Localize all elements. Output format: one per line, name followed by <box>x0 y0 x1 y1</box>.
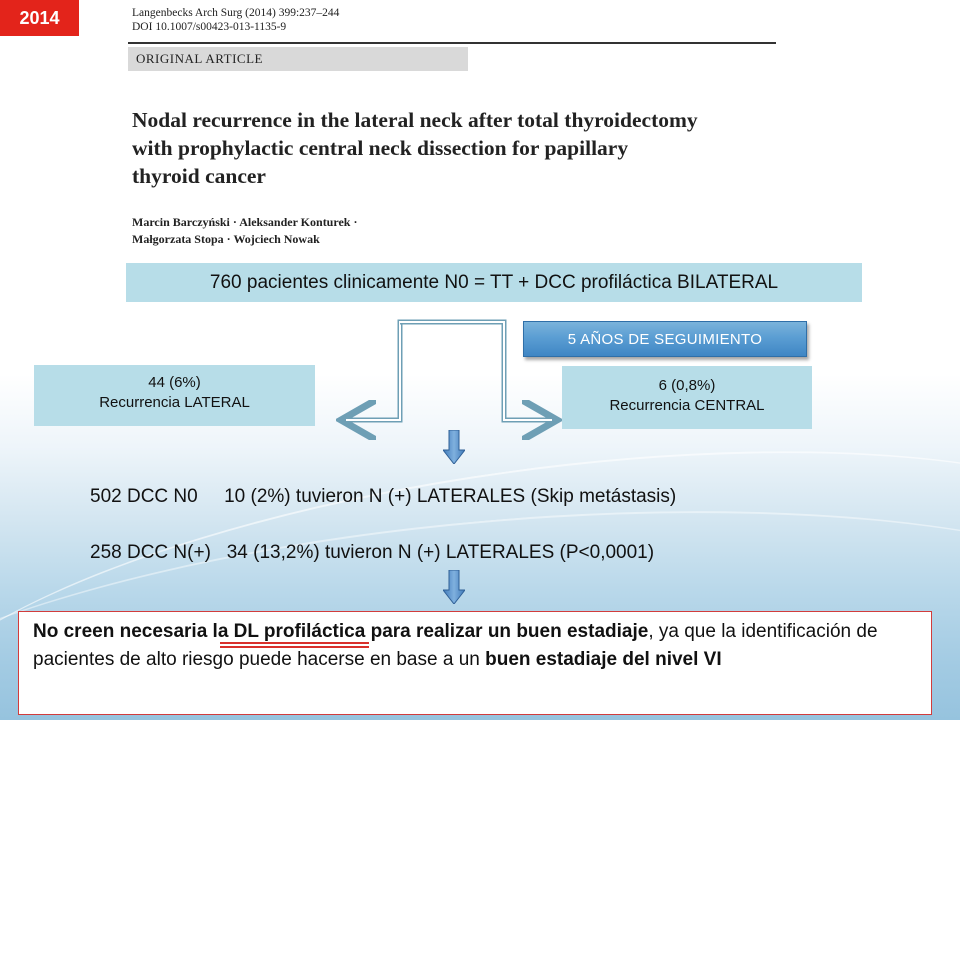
article-type-label: ORIGINAL ARTICLE <box>128 47 468 71</box>
lateral-recurrence-box <box>34 365 315 426</box>
conclusion-part1: No creen necesaria la <box>33 621 234 642</box>
conclusion-underlined: DL profiláctica <box>233 621 366 642</box>
conclusion-box <box>18 611 932 715</box>
followup-label: 5 AÑOS DE SEGUIMIENTO <box>523 321 807 357</box>
lateral-recurrence-value: 44 (6%) <box>148 374 201 391</box>
central-recurrence-value: 6 (0,8%) <box>658 377 716 394</box>
down-arrow-icon <box>443 430 465 464</box>
conclusion-part4: buen estadiaje del nivel VI <box>485 649 722 670</box>
stat-line: 502 DCC N0 10 (2%) tuvieron N (+) LATERALES (Skip metástasis) <box>90 486 677 507</box>
underlined-term <box>234 618 366 646</box>
stat-line: 258 DCC N(+) 34 (13,2%) tuvieron N (+) LATERALES (P<0,0001) <box>90 542 655 563</box>
lateral-recurrence-label: Recurrencia LATERAL <box>99 394 250 411</box>
author-line: Marcin Barczyński · Aleksander Konturek · <box>132 215 358 229</box>
year-badge: 2014 <box>0 0 79 36</box>
down-arrow-icon <box>443 570 465 604</box>
title-line: thyroid cancer <box>132 164 266 188</box>
central-recurrence-box <box>562 366 812 429</box>
conclusion-part3: , ya que la identificación de pacientes de alto riesgo puede hacerse en base a un <box>33 621 878 670</box>
double-underline <box>220 642 370 648</box>
central-recurrence-label: Recurrencia CENTRAL <box>609 397 765 414</box>
doi-line: DOI 10.1007/s00423-013-1135-9 <box>132 21 287 33</box>
patients-summary-box: 760 pacientes clinicamente N0 = TT + DCC profiláctica BILATERAL <box>126 263 862 302</box>
conclusion-part2: para realizar un buen estadiaje <box>365 621 649 642</box>
journal-line: Langenbecks Arch Surg (2014) 399:237–244 <box>132 7 340 19</box>
title-line: with prophylactic central neck dissection for papillary <box>132 136 629 160</box>
author-line: Małgorzata Stopa · Wojciech Nowak <box>132 232 320 246</box>
title-line: Nodal recurrence in the lateral neck after total thyroidectomy <box>132 108 698 132</box>
